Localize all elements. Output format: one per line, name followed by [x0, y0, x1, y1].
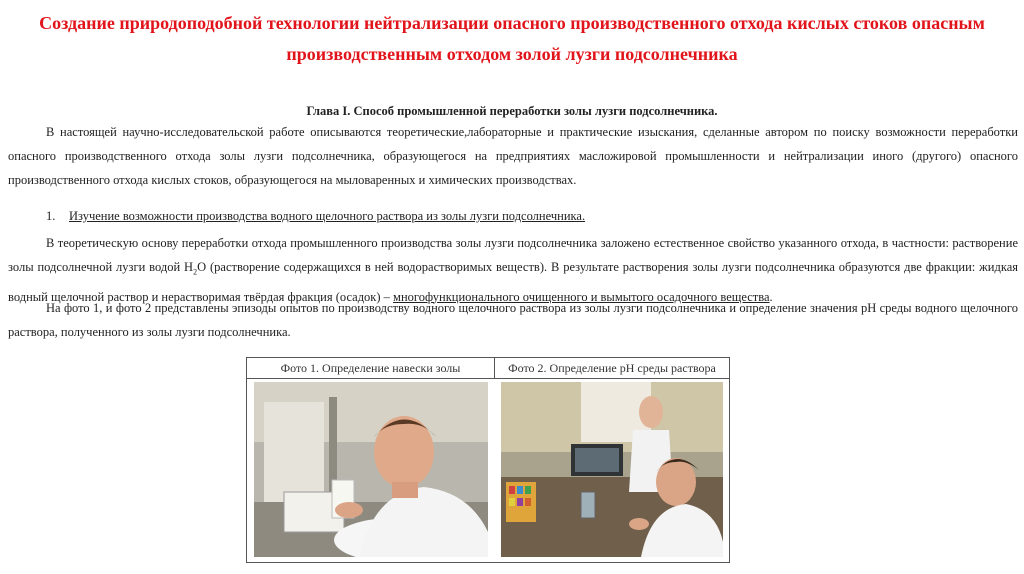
chapter-heading: Глава I. Способ промышленной переработки золы лузги подсолнечника.: [306, 104, 718, 118]
photo-1-caption: Фото 1. Определение навески золы: [247, 358, 495, 379]
photo-2-image: [501, 382, 723, 557]
theory-text-after: O (растворение содержащихся в ней водорастворимых веществ). В результате растворения золы лузги подсолнечника образуются две фракции: жидкая водный щелочной раствор и нерастворимая твёрдая фракция (осадок) –: [8, 260, 1018, 304]
underlined-term: многофункционального очищенного и вымытого осадочного вещества: [393, 289, 770, 304]
subscript: 2: [193, 267, 198, 277]
intro-paragraph: В настоящей научно-исследовательской работе описываются теоретические,лабораторные и практические изыскания, сделанные автором по поиску возможности переработки опасного производственного отхода золы лузги подсолнечника, образующегося на предприятиях масложировой промышленности и нейтрализации иного (другого) опасного производственного отхода кислых стоков, образующегося на мыловаренных и химических производствах.: [8, 125, 1018, 187]
photo-1-image: [254, 382, 488, 557]
section-number: 1.: [46, 209, 56, 223]
photo-2-caption: Фото 2. Определение pH среды раствора: [495, 358, 729, 379]
theory-text-end: .: [769, 289, 773, 304]
theory-text-before: В теоретическую основу переработки отхода промышленного производства золы лузги подсолнечника заложено естественное свойство указанного отхода, в частности: растворение золы подсолнечной лузги водой H: [8, 236, 1018, 274]
photo-table: [246, 357, 730, 563]
photos-paragraph: На фото 1, и фото 2 представлены эпизоды опытов по производству водного щелочного раствора из золы лузги подсолнечника и определение значения рН среды водного щелочного раствора, полученного из золы лузги подсолнечника.: [8, 301, 1018, 339]
page-title: Создание природоподобной технологии нейтрализации опасного производственного отхода кислых стоков опасным производственным отходом золой лузги подсолнечника: [39, 13, 985, 64]
section-title: Изучение возможности производства водного щелочного раствора из золы лузги подсолнечника.: [69, 209, 586, 223]
section-heading: [46, 207, 585, 225]
